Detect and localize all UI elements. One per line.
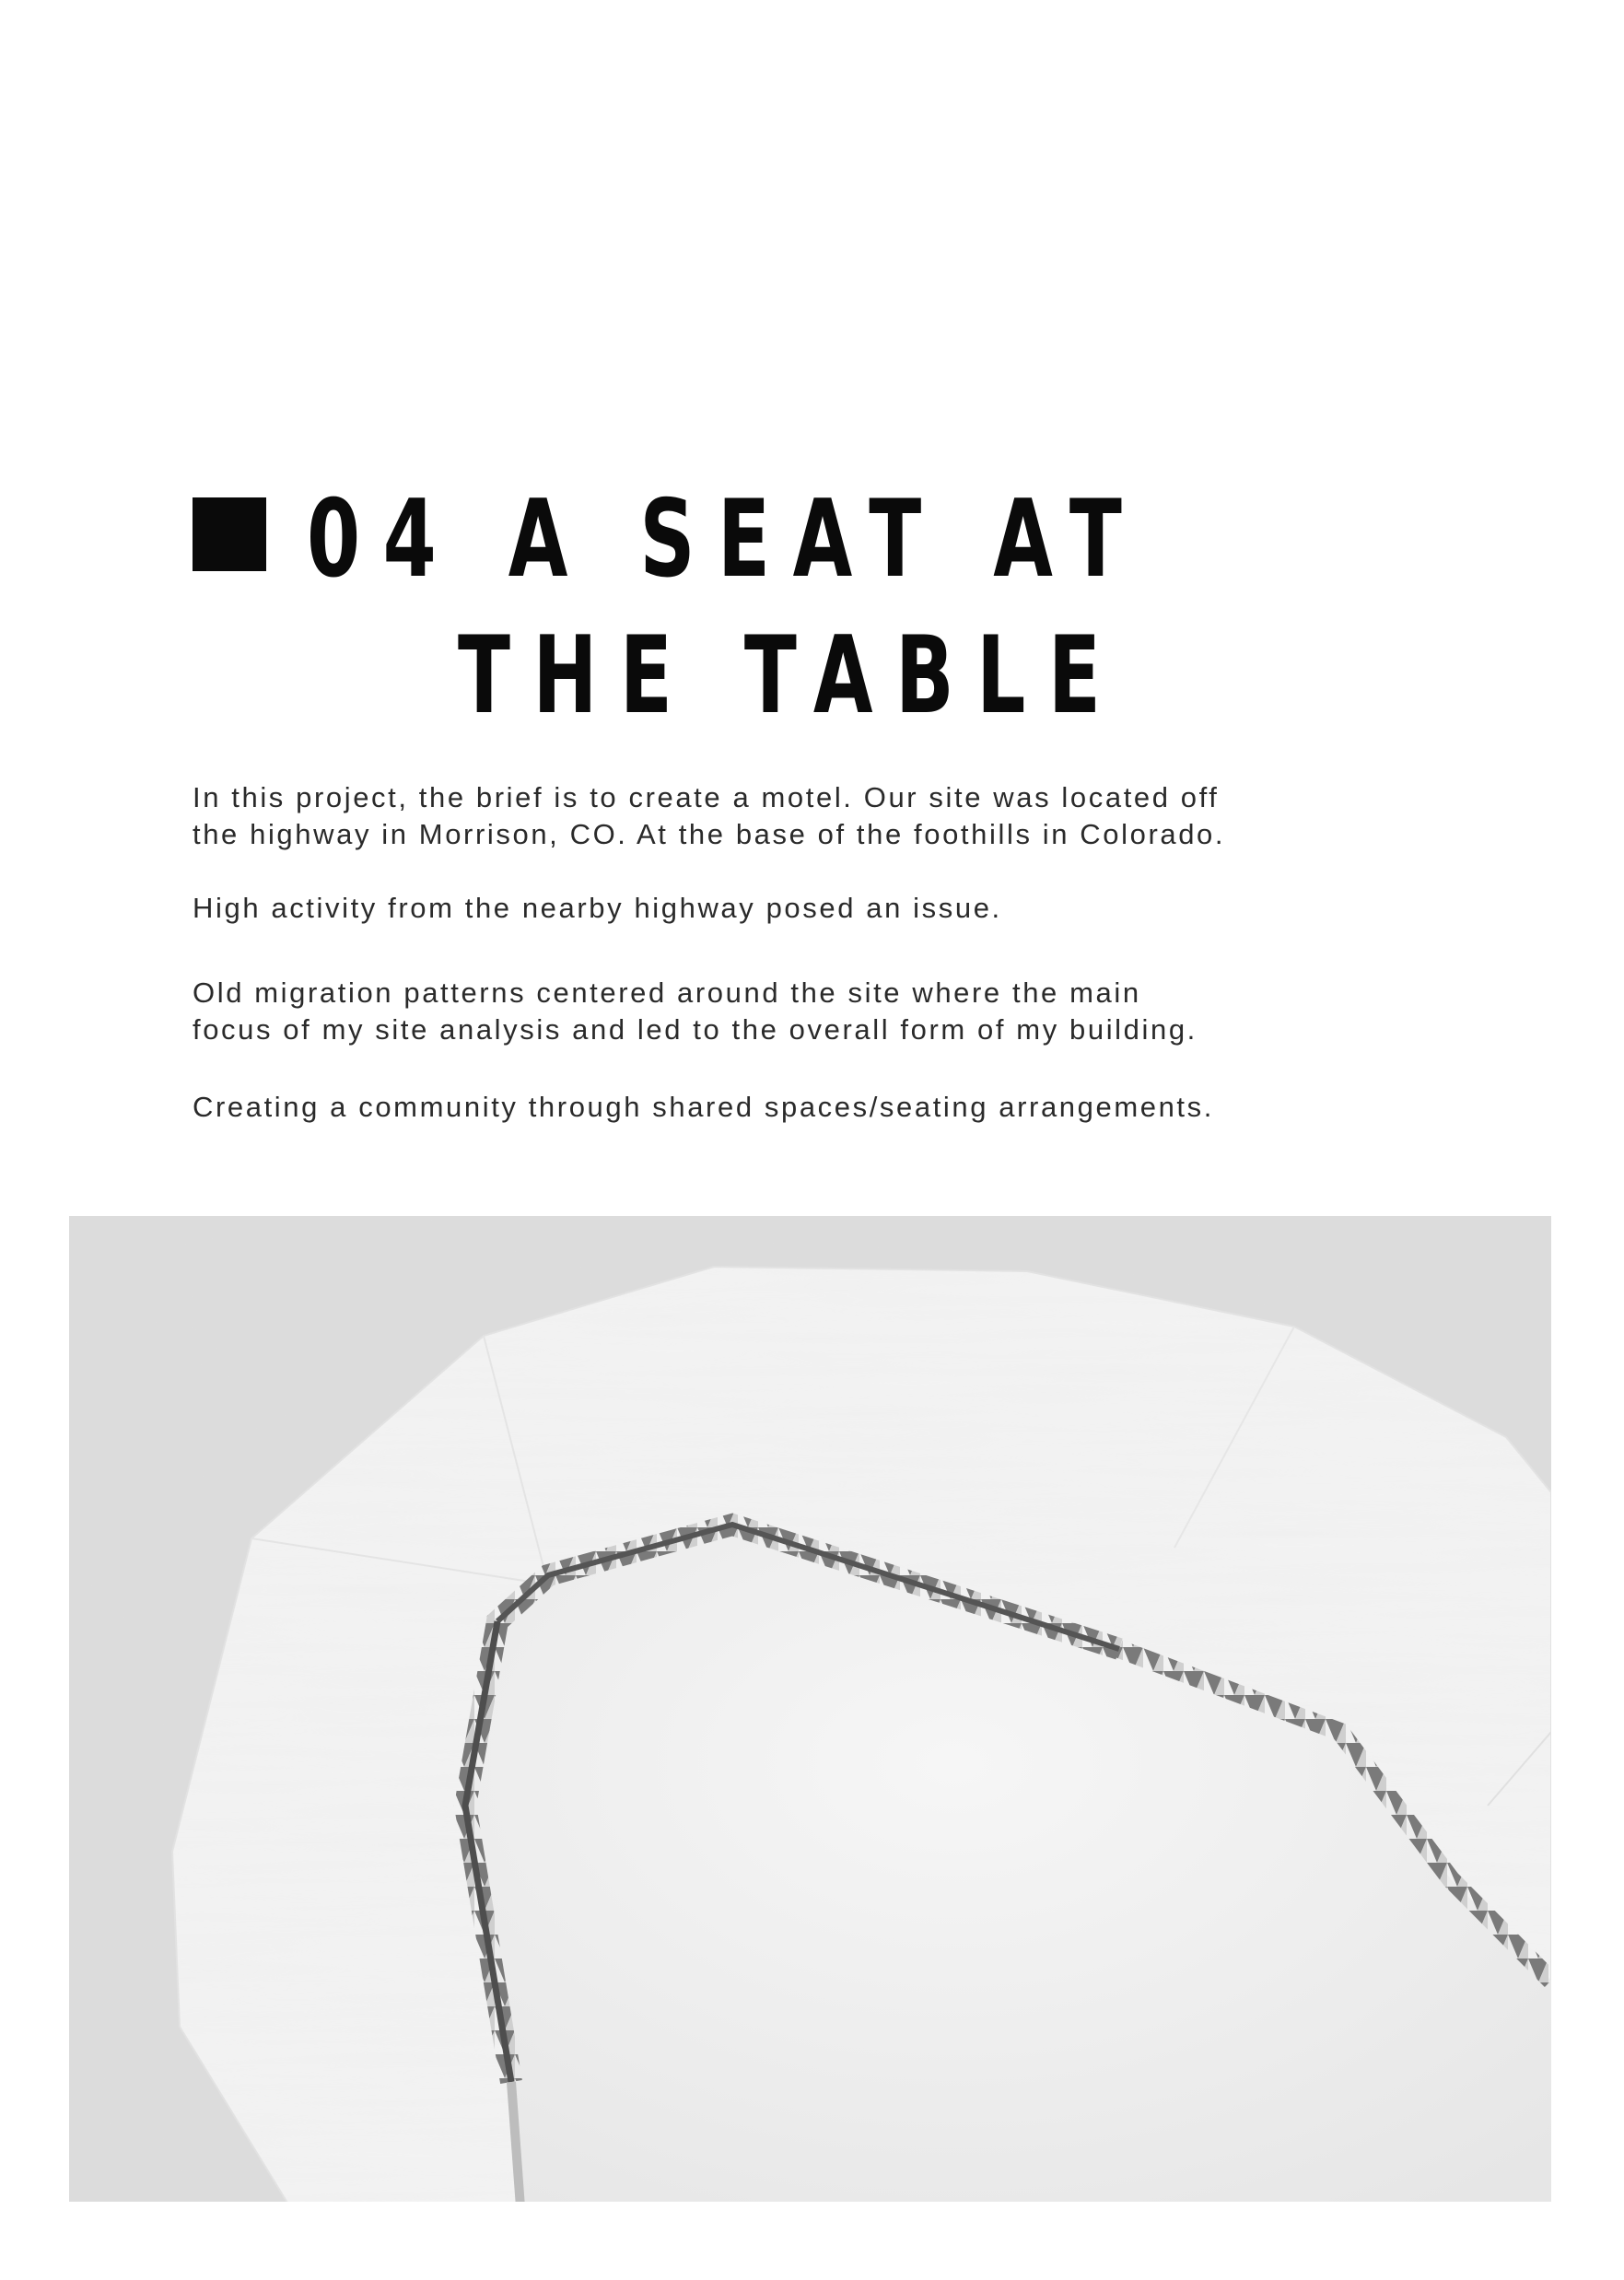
paragraph-migration: Old migration patterns centered around the site where the main focus of my site analysis and led to the overall form of my building. [193, 976, 1198, 1046]
paragraph-community: Creating a community through shared spaces/seating arrangements. [193, 1091, 1214, 1123]
paragraph-brief: In this project, the brief is to create a motel. Our site was located off the highway in Morrison, CO. At the base of the foothills in Colorado. [193, 781, 1226, 850]
black-square-icon [193, 497, 266, 571]
page-title-line-2: THE TABLE [458, 614, 1124, 738]
aerial-building-render-icon [69, 1216, 1551, 2207]
page-title-line-1: 04 A SEAT AT [307, 477, 1145, 602]
paragraph-highway: High activity from the nearby highway posed an issue. [193, 892, 1002, 924]
